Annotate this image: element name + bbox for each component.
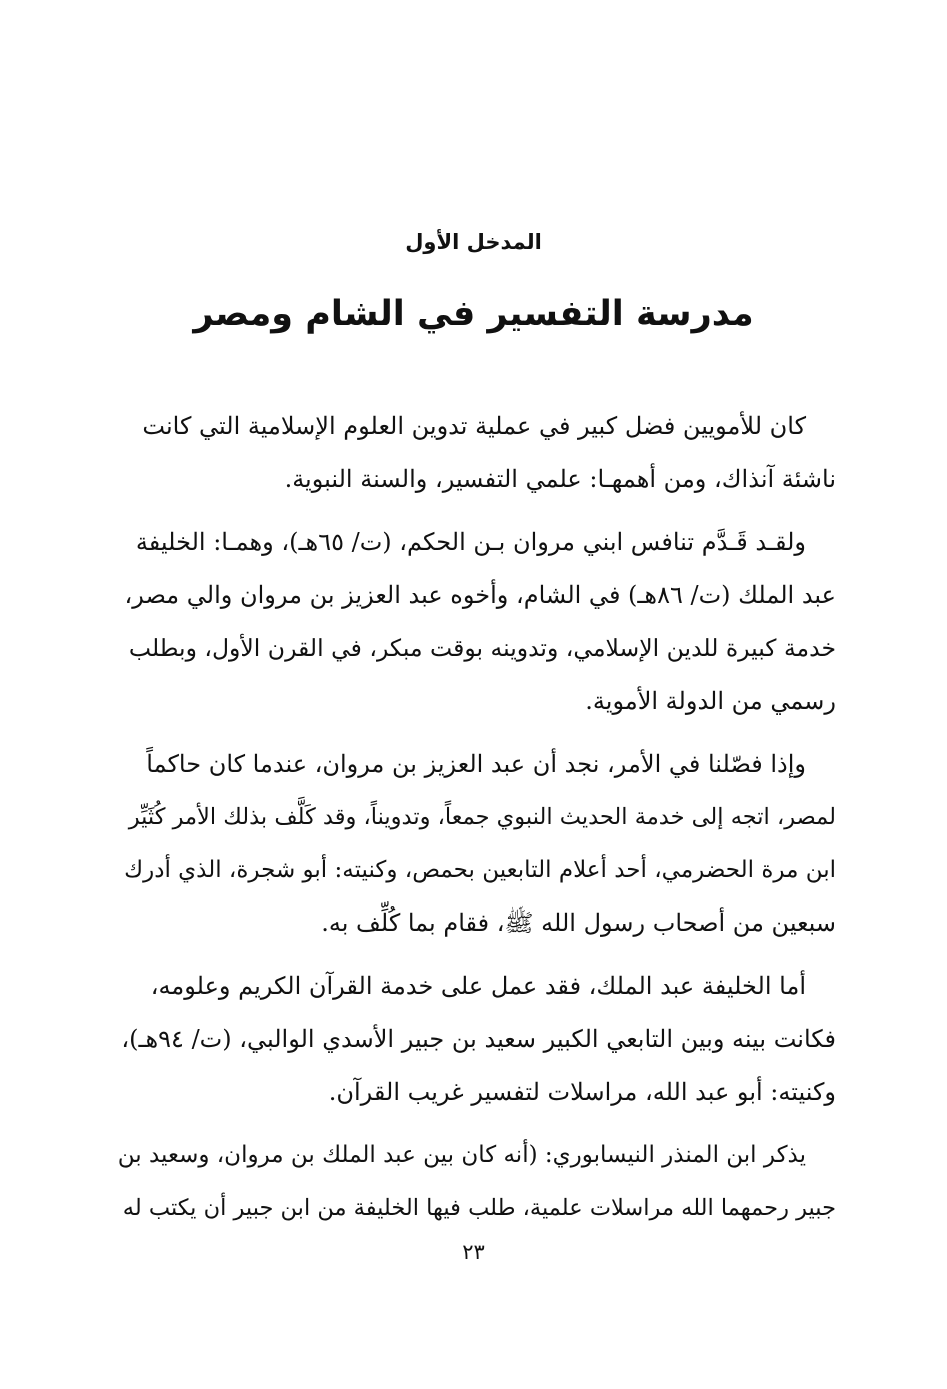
body-text (116, 400, 836, 1245)
text-line: أما الخليفة عبد الملك، فقد عمل على خدمة القرآن الكريم وعلومه، (150, 972, 806, 1000)
text-line: رسمي من الدولة الأموية. (585, 687, 836, 715)
text-line: ولقـد قَـدَّم تنافس ابني مروان بـن الحكم، (ت/ ٦٥هـ)، وهمـا: الخليفة (135, 528, 806, 556)
text-line: سبعين من أصحاب رسول الله ﷺ، فقام بما كُلِّف به. (321, 909, 836, 937)
text-line: يذكر ابن المنذر النيسابوري: (أنه كان بين عبد الملك بن مروان، وسعيد بن (117, 1142, 806, 1168)
paragraph-3 (116, 738, 836, 950)
paragraph-4 (116, 960, 836, 1119)
text-line: كان للأمويين فضل كبير في عملية تدوين العلوم الإسلامية التي كانت (142, 412, 806, 440)
text-line: لمصر، اتجه إلى خدمة الحديث النبوي جمعاً، وتدويناً، وقد كَلَّف بذلك الأمر كُثَيِّر (128, 804, 836, 830)
text-line: عبد الملك (ت/ ٨٦هـ) في الشام، وأخوه عبد العزيز بن مروان والي مصر، (124, 581, 836, 609)
text-line: ناشئة آنذاك، ومن أهمهـا: علمي التفسير، والسنة النبوية. (284, 465, 836, 493)
text-line: فكانت بينه وبين التابعي الكبير سعيد بن جبير الأسدي الوالبي، (ت/ ٩٤هـ)، (121, 1025, 836, 1053)
text-line: وكنيته: أبو عبد الله، مراسلات لتفسير غريب القرآن. (328, 1078, 836, 1106)
section-label: المدخل الأول (405, 230, 542, 254)
paragraph-2 (116, 516, 836, 728)
text-line: وإذا فصّلنا في الأمر، نجد أن عبد العزيز بن مروان، عندما كان حاكماً (146, 750, 806, 778)
text-line: جبير رحمهما الله مراسلات علمية، طلب فيها الخليفة من ابن جبير أن يكتب له (122, 1195, 836, 1221)
page-number: ٢٣ (462, 1240, 485, 1264)
chapter-title: مدرسة التفسير في الشام ومصر (193, 294, 754, 334)
paragraph-1 (116, 400, 836, 506)
paragraph-5 (116, 1129, 836, 1235)
text-line: ابن مرة الحضرمي، أحد أعلام التابعين بحمص، وكنيته: أبو شجرة، الذي أدرك (124, 857, 836, 883)
text-line: خدمة كبيرة للدين الإسلامي، وتدوينه بوقت مبكر، في القرن الأول، وبطلب (128, 634, 836, 662)
